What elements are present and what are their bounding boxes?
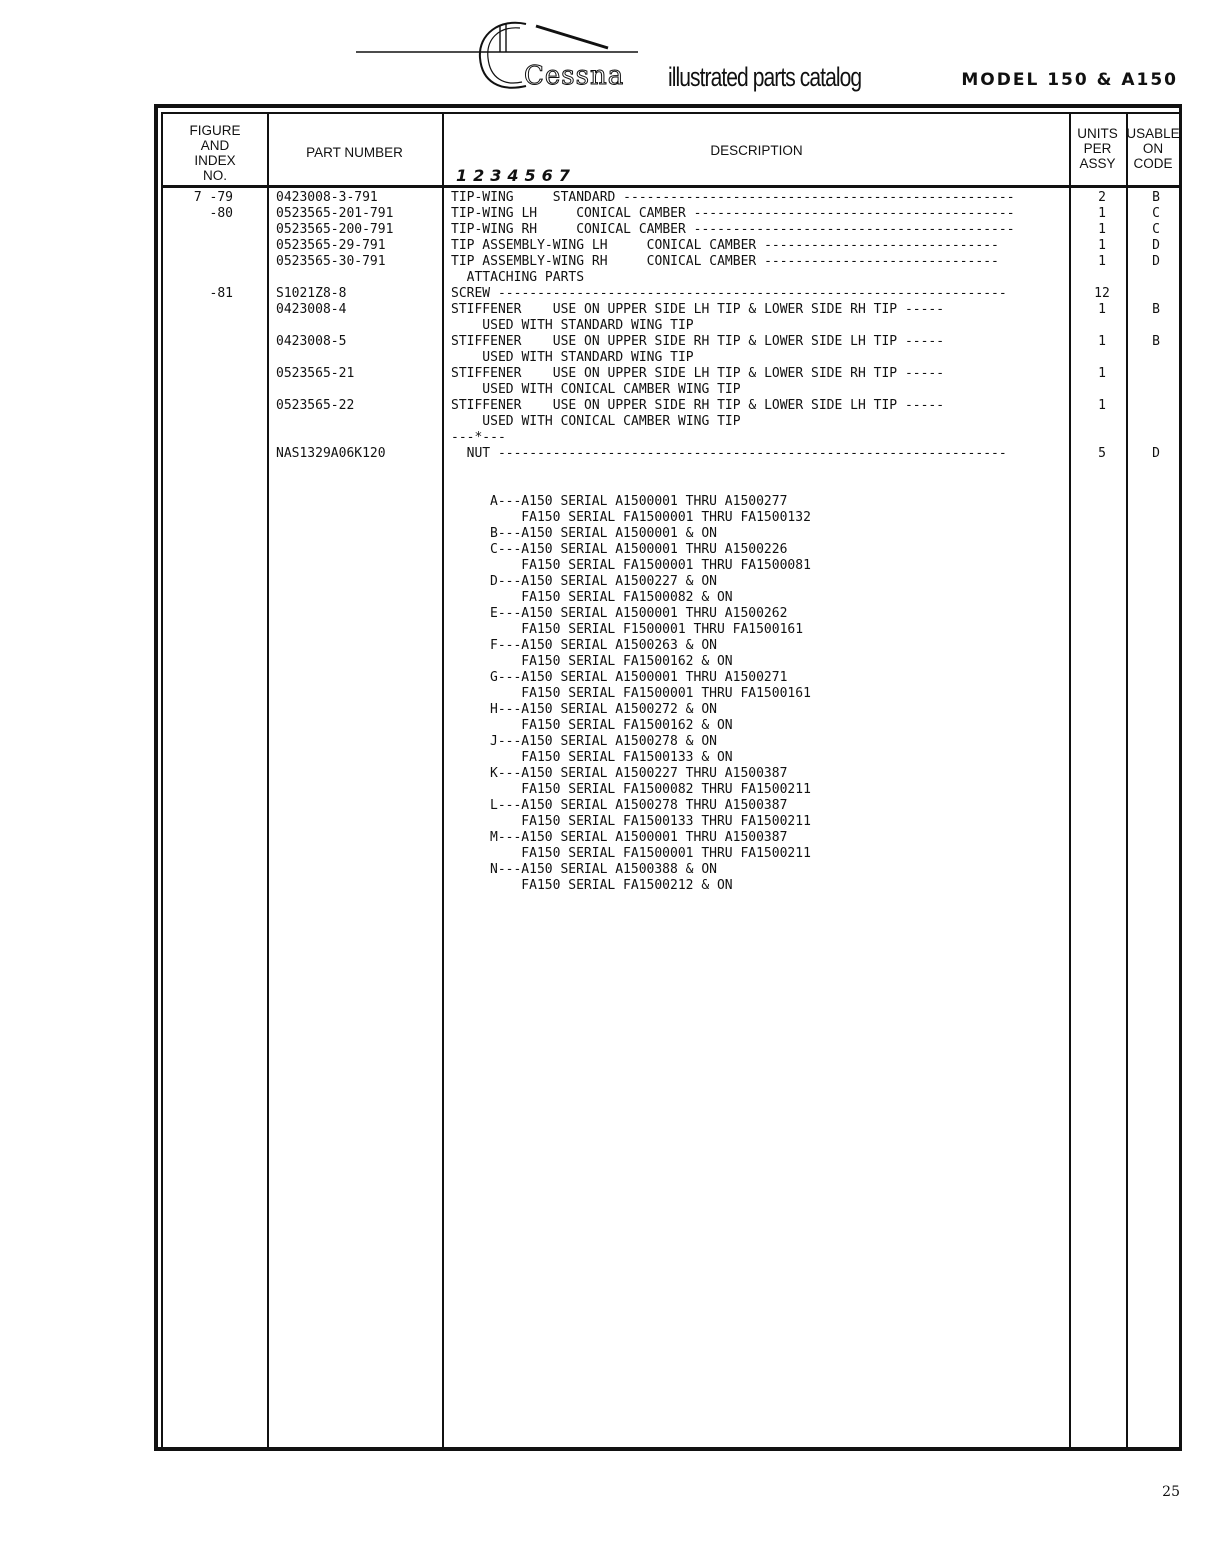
code-note-line: K---A150 SERIAL A1500227 THRU A1500387 xyxy=(490,766,788,781)
code-note-line: D---A150 SERIAL A1500227 & ON xyxy=(490,574,717,589)
part-number: 0423008-5 xyxy=(276,334,347,349)
description: TIP-WING STANDARD -------------------------------------------------- xyxy=(451,190,1015,205)
cessna-logo xyxy=(350,12,670,102)
description: TIP ASSEMBLY-WING LH CONICAL CAMBER ------------------------------ xyxy=(451,238,999,253)
column-divider xyxy=(267,114,269,1447)
code-note-line: FA150 SERIAL FA1500162 & ON xyxy=(490,654,733,669)
model-title: MODEL 150 & A150 xyxy=(961,70,1178,90)
description: USED WITH CONICAL CAMBER WING TIP xyxy=(451,382,741,397)
part-number: NAS1329A06K120 xyxy=(276,446,386,461)
description-column-header: DESCRIPTION xyxy=(710,143,803,158)
description: TIP-WING RH CONICAL CAMBER ----------------------------------------- xyxy=(451,222,1015,237)
description: ATTACHING PARTS xyxy=(451,270,585,285)
code-note-line: A---A150 SERIAL A1500001 THRU A1500277 xyxy=(490,494,788,509)
description: STIFFENER USE ON UPPER SIDE RH TIP & LOWER SIDE LH TIP ----- xyxy=(451,334,945,349)
units-per-assy: 1 xyxy=(1098,222,1106,237)
part-number: 0523565-201-791 xyxy=(276,206,394,221)
usable-on-code: B xyxy=(1152,302,1160,317)
column-divider xyxy=(442,114,444,1447)
code-note-line: J---A150 SERIAL A1500278 & ON xyxy=(490,734,717,749)
units-per-assy: 1 xyxy=(1098,398,1106,413)
part-number: 0523565-30-791 xyxy=(276,254,386,269)
description: STIFFENER USE ON UPPER SIDE LH TIP & LOWER SIDE RH TIP ----- xyxy=(451,366,945,381)
code-note-line: H---A150 SERIAL A1500272 & ON xyxy=(490,702,717,717)
code-note-line: M---A150 SERIAL A1500001 THRU A1500387 xyxy=(490,830,788,845)
code-note-line: E---A150 SERIAL A1500001 THRU A1500262 xyxy=(490,606,788,621)
description: SCREW ----------------------------------------------------------------- xyxy=(451,286,1007,301)
code-note-line: FA150 SERIAL FA1500162 & ON xyxy=(490,718,733,733)
code-note-line: FA150 SERIAL FA1500133 & ON xyxy=(490,750,733,765)
usable-on-code: B xyxy=(1152,190,1160,205)
figure-column-header: FIGURE AND INDEX NO. xyxy=(189,123,241,183)
description: TIP-WING LH CONICAL CAMBER ----------------------------------------- xyxy=(451,206,1015,221)
code-note-line: FA150 SERIAL FA1500082 & ON xyxy=(490,590,733,605)
code-note-line: B---A150 SERIAL A1500001 & ON xyxy=(490,526,717,541)
usable-on-code: B xyxy=(1152,334,1160,349)
usable-on-code: D xyxy=(1152,238,1160,253)
usable-on-code: C xyxy=(1152,222,1160,237)
column-divider xyxy=(1069,114,1071,1447)
description: STIFFENER USE ON UPPER SIDE LH TIP & LOWER SIDE RH TIP ----- xyxy=(451,302,945,317)
part-number: 0523565-22 xyxy=(276,398,355,413)
units-per-assy: 2 xyxy=(1098,190,1106,205)
units-per-assy: 1 xyxy=(1098,254,1106,269)
description: USED WITH CONICAL CAMBER WING TIP xyxy=(451,414,741,429)
figure-index: 7 -79 xyxy=(193,190,233,205)
code-note-line: FA150 SERIAL FA1500001 THRU FA1500132 xyxy=(490,510,811,525)
figure-index: -80 xyxy=(209,206,233,221)
code-note-line: G---A150 SERIAL A1500001 THRU A1500271 xyxy=(490,670,788,685)
units-per-assy: 5 xyxy=(1098,446,1106,461)
units-per-assy: 12 xyxy=(1094,286,1110,301)
code-note-line: F---A150 SERIAL A1500263 & ON xyxy=(490,638,717,653)
description: STIFFENER USE ON UPPER SIDE RH TIP & LOWER SIDE LH TIP ----- xyxy=(451,398,945,413)
units-per-assy: 1 xyxy=(1098,366,1106,381)
code-note-line: FA150 SERIAL FA1500001 THRU FA1500161 xyxy=(490,686,811,701)
logo-wordmark: Cessna xyxy=(524,61,625,91)
part-number: 0423008-4 xyxy=(276,302,347,317)
part-number: 0523565-29-791 xyxy=(276,238,386,253)
part-number: 0423008-3-791 xyxy=(276,190,378,205)
code-note-line: FA150 SERIAL FA1500001 THRU FA1500211 xyxy=(490,846,811,861)
part-number: 0523565-200-791 xyxy=(276,222,394,237)
description: NUT ----------------------------------------------------------------- xyxy=(451,446,1007,461)
code-note-line: FA150 SERIAL FA1500082 THRU FA1500211 xyxy=(490,782,811,797)
description: USED WITH STANDARD WING TIP xyxy=(451,318,694,333)
units-per-assy: 1 xyxy=(1098,206,1106,221)
catalog-title: illustrated parts catalog xyxy=(668,62,862,92)
code-note-line: N---A150 SERIAL A1500388 & ON xyxy=(490,862,717,877)
usable-on-code: D xyxy=(1152,446,1160,461)
usable-on-code: C xyxy=(1152,206,1160,221)
indent-level-digits: 1234567 xyxy=(456,166,576,185)
code-note-line: FA150 SERIAL FA1500133 THRU FA1500211 xyxy=(490,814,811,829)
code-note-line: FA150 SERIAL FA1500001 THRU FA1500081 xyxy=(490,558,811,573)
figure-index: -81 xyxy=(209,286,233,301)
part-number: S1021Z8-8 xyxy=(276,286,347,301)
units-column-header: UNITS PER ASSY xyxy=(1077,126,1118,171)
code-note-line: FA150 SERIAL F1500001 THRU FA1500161 xyxy=(490,622,804,637)
usable-on-code: D xyxy=(1152,254,1160,269)
description: ---*--- xyxy=(451,430,506,445)
units-per-assy: 1 xyxy=(1098,334,1106,349)
units-per-assy: 1 xyxy=(1098,238,1106,253)
page-number: 25 xyxy=(1162,1484,1180,1500)
description: TIP ASSEMBLY-WING RH CONICAL CAMBER ------------------------------ xyxy=(451,254,999,269)
code-note-line: L---A150 SERIAL A1500278 THRU A1500387 xyxy=(490,798,788,813)
usable-on-code-column-header: USABLE ON CODE xyxy=(1126,126,1180,171)
part-number-column-header: PART NUMBER xyxy=(306,145,403,160)
units-per-assy: 1 xyxy=(1098,302,1106,317)
part-number: 0523565-21 xyxy=(276,366,355,381)
code-note-line: C---A150 SERIAL A1500001 THRU A1500226 xyxy=(490,542,788,557)
header-divider xyxy=(163,185,1179,188)
code-note-line: FA150 SERIAL FA1500212 & ON xyxy=(490,878,733,893)
description: USED WITH STANDARD WING TIP xyxy=(451,350,694,365)
parts-table xyxy=(154,104,1182,1451)
